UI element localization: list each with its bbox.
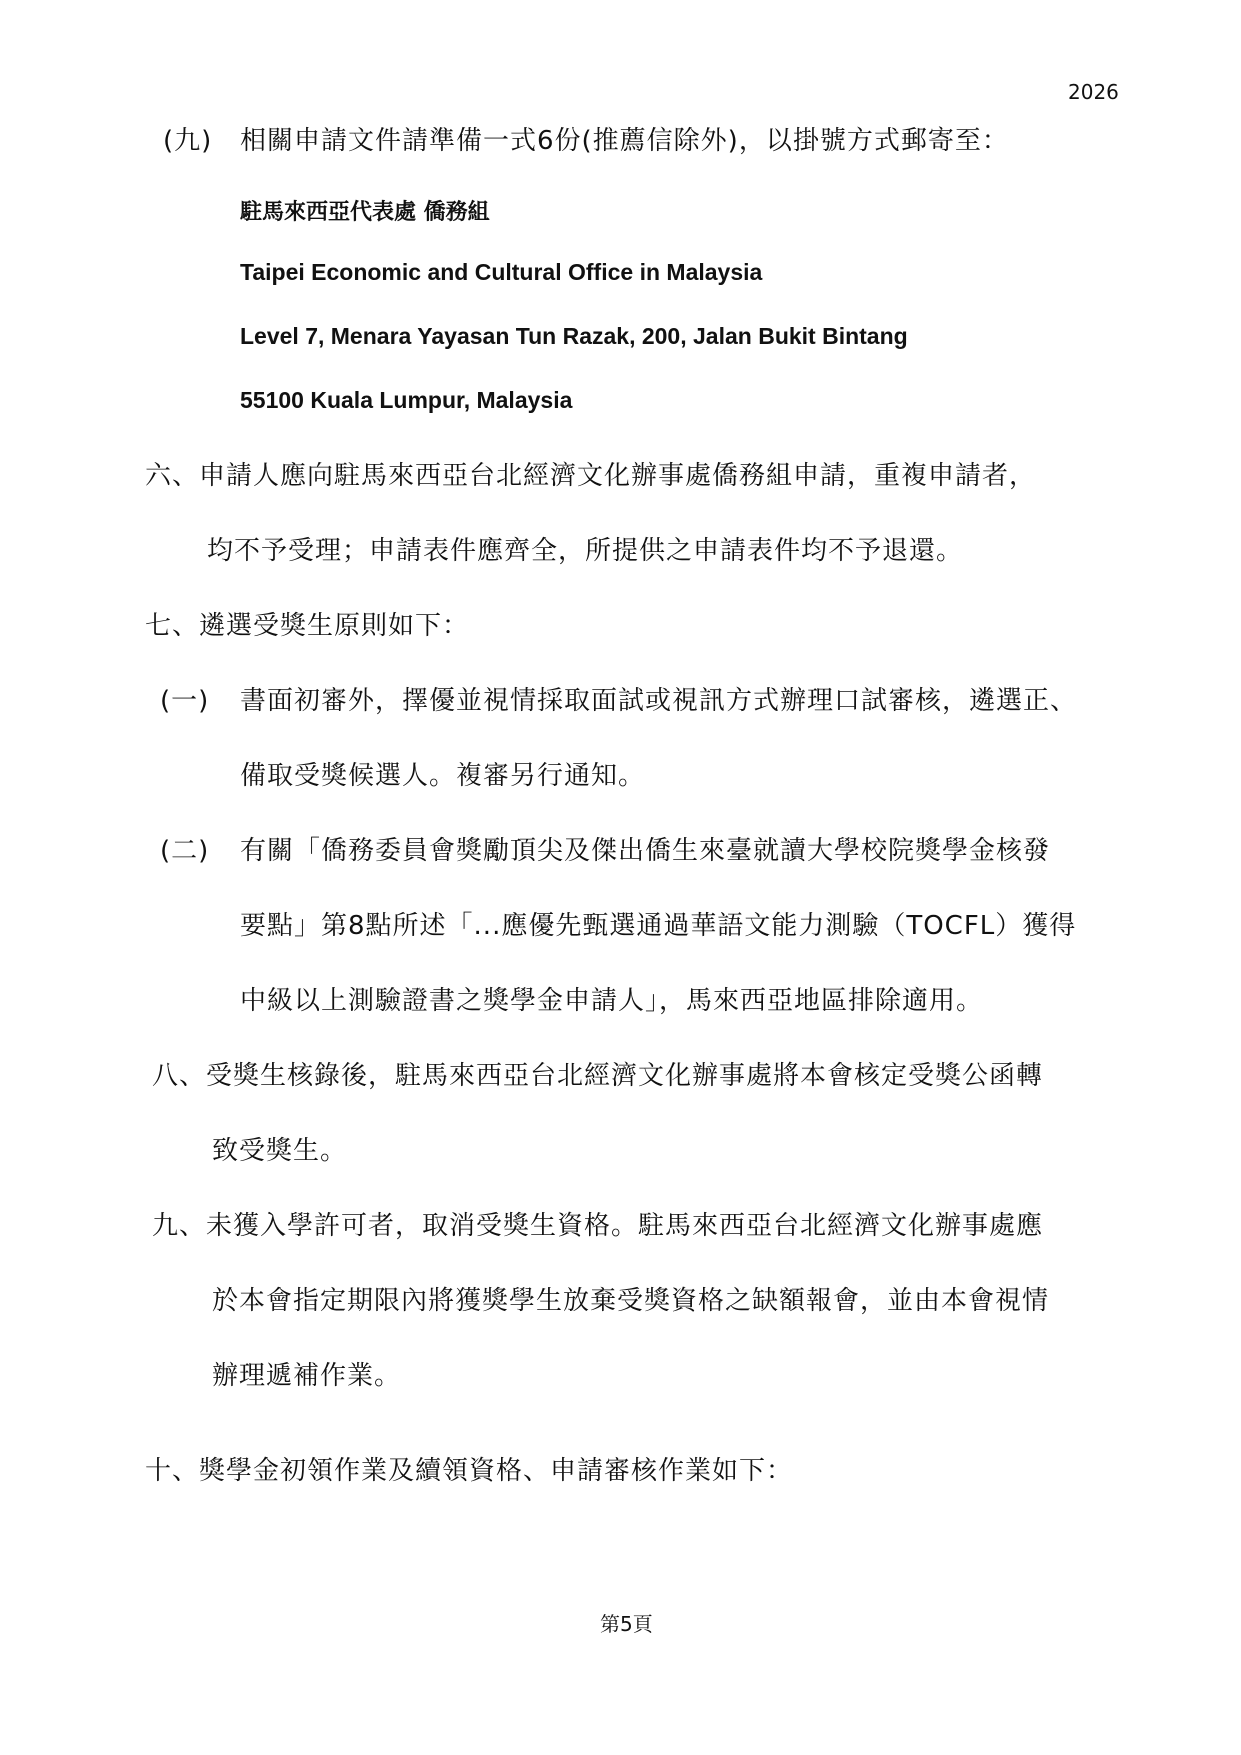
section-7-sub-1-line-1: 書面初審外，擇優並視情採取面試或視訊方式辦理口試審核，遴選正、 [240, 686, 1078, 716]
section-9-line-2: 於本會指定期限內將獲獎學生放棄受獎資格之缺額報會，並由本會視情 [212, 1286, 1050, 1316]
page-number: 第5頁 [600, 1612, 653, 1636]
item-9-text: 相關申請文件請準備一式6份(推薦信除外)，以掛號方式郵寄至： [240, 126, 1009, 156]
section-7-sub-2-line-2: 要點」第8點所述「...應優先甄選通過華語文能力測驗（TOCFL）獲得 [240, 911, 1077, 941]
section-7-title: 七、遴選受獎生原則如下： [145, 611, 470, 641]
section-7-sub-2-line-1: 有關「僑務委員會獎勵頂尖及傑出僑生來臺就讀大學校院獎學金核發 [240, 836, 1051, 866]
address-line-office-en: Taipei Economic and Cultural Office in Malaysia [240, 259, 763, 285]
section-8-line-2: 致受獎生。 [212, 1136, 348, 1166]
section-9-line-1: 九、未獲入學許可者，取消受獎生資格。駐馬來西亞台北經濟文化辦事處應 [152, 1211, 1044, 1241]
section-9-line-3: 辦理遞補作業。 [212, 1361, 402, 1391]
address-line-city: 55100 Kuala Lumpur, Malaysia [240, 387, 573, 413]
section-7-sub-1-line-2: 備取受獎候選人。複審另行通知。 [240, 761, 646, 791]
section-10-title: 十、獎學金初領作業及續領資格、申請審核作業如下： [145, 1456, 794, 1486]
address-line-street: Level 7, Menara Yayasan Tun Razak, 200, Jalan Bukit Bintang [240, 323, 908, 349]
section-7-sub-2-line-3: 中級以上測驗證書之獎學金申請人」，馬來西亞地區排除適用。 [240, 986, 984, 1016]
section-6-line-1: 六、申請人應向駐馬來西亞台北經濟文化辦事處僑務組申請，重複申請者， [145, 461, 1037, 491]
section-7-sub-2-marker: (二) [160, 836, 210, 866]
address-line-office-cn: 駐馬來西亞代表處 僑務組 [240, 200, 490, 225]
header-year: 2026 [1068, 80, 1119, 104]
section-8-line-1: 八、受獎生核錄後，駐馬來西亞台北經濟文化辦事處將本會核定受獎公函轉 [152, 1061, 1044, 1091]
section-7-sub-1-marker: (一) [160, 686, 210, 716]
section-6-line-2: 均不予受理；申請表件應齊全，所提供之申請表件均不予退還。 [207, 536, 964, 566]
item-9-marker: (九) [163, 126, 213, 156]
